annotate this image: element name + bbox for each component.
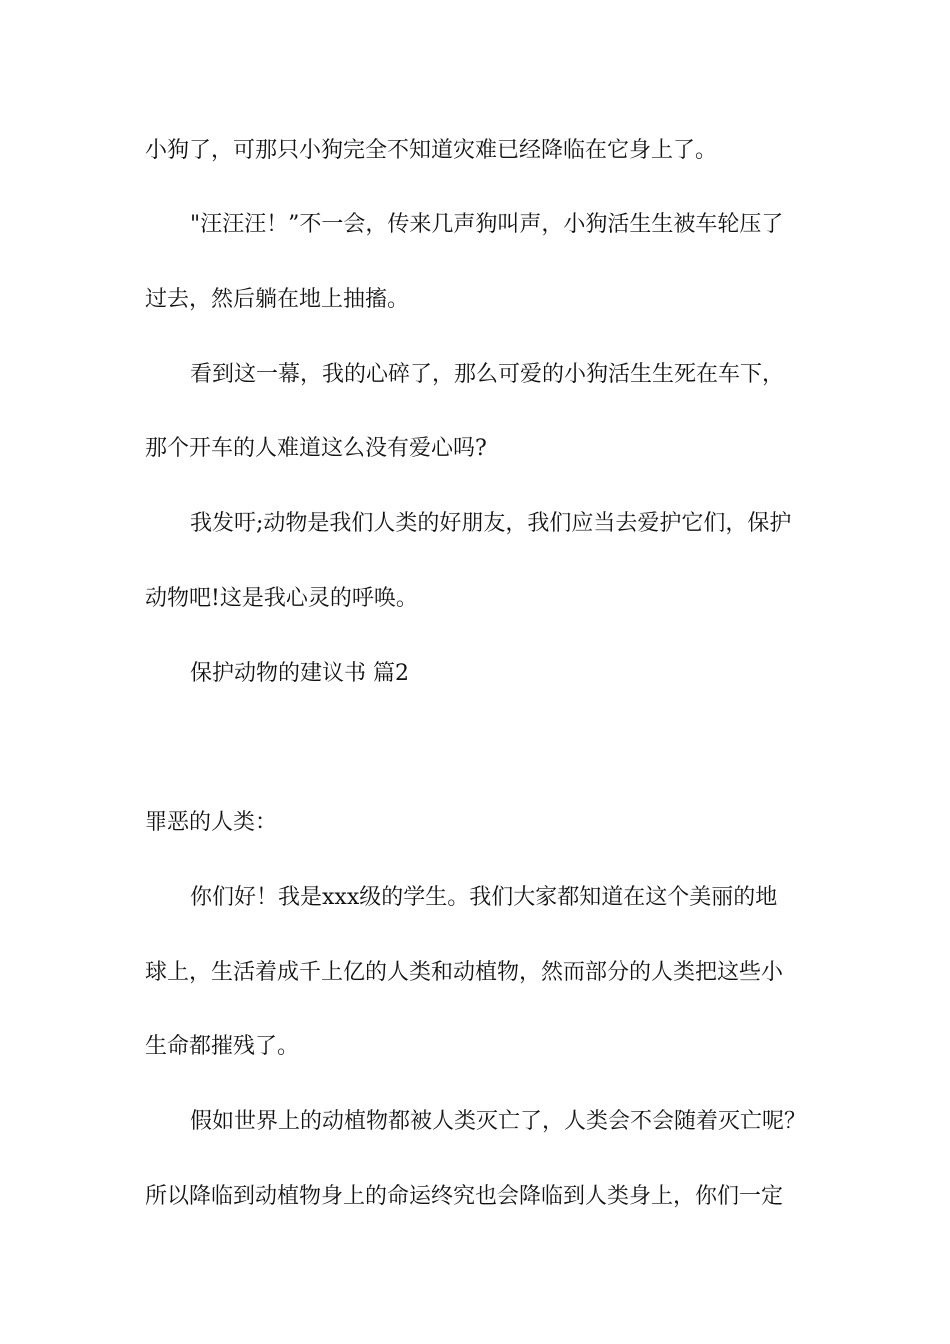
text-line: 我发吁;动物是我们人类的好朋友，我们应当去爱护它们，保护	[190, 511, 792, 536]
text-line: 球上，生活着成千上亿的人类和动植物，然而部分的人类把这些小	[145, 960, 784, 985]
text-line: 假如世界上的动植物都被人类灭亡了，人类会不会随着灭亡呢？	[190, 1109, 807, 1134]
text-line: 那个开车的人难道这么没有爱心吗?	[145, 436, 487, 461]
text-line: 动物吧!这是我心灵的呼唤。	[145, 586, 418, 611]
section-heading: 保护动物的建议书 篇2	[190, 661, 409, 686]
text-line: 所以降临到动植物身上的命运终究也会降临到人类身上，你们一定	[145, 1184, 784, 1209]
text-line: "汪汪汪！”不一会，传来几声狗叫声，小狗活生生被车轮压了	[190, 212, 784, 237]
text-line: 过去，然后躺在地上抽搐。	[145, 287, 410, 312]
text-line: 小狗了，可那只小狗完全不知道灾难已经降临在它身上了。	[145, 138, 718, 163]
text-line: 看到这一幕，我的心碎了，那么可爱的小狗活生生死在车下，	[190, 362, 785, 387]
text-line: 你们好！我是xxx级的学生。我们大家都知道在这个美丽的地	[190, 885, 778, 910]
salutation: 罪恶的人类：	[145, 810, 278, 835]
text-line: 生命都摧残了。	[145, 1034, 300, 1059]
